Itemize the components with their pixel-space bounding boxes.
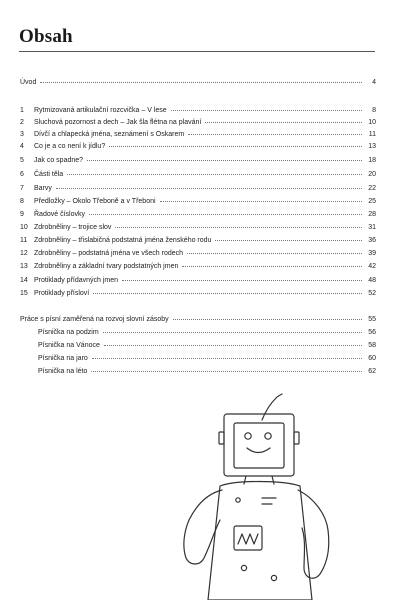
toc-entry-number: 10	[20, 224, 28, 231]
toc-entry-page: 39	[368, 250, 376, 257]
robot-arm-right	[298, 490, 329, 578]
toc-entry-page: 8	[372, 107, 376, 114]
toc-entry-number: 6	[20, 171, 24, 178]
toc-entry-page: 28	[368, 211, 376, 218]
toc-entry-page: 4	[372, 79, 376, 86]
toc-entry-title: Zdrobněliny – trojice slov	[34, 224, 112, 231]
toc-entry-page: 25	[368, 198, 376, 205]
toc-entry-title: Práce s písní zaměřená na rozvoj slovní zásoby	[20, 316, 169, 323]
toc-entry-page: 56	[368, 329, 376, 336]
toc-entry-number: 3	[20, 131, 24, 138]
toc-entry-page: 48	[368, 277, 376, 284]
toc-entry-page: 22	[368, 185, 376, 192]
toc-entry-title: Řadové číslovky	[34, 211, 85, 218]
toc-entry-title: Rytmizovaná artikulační rozcvička – V lese	[34, 107, 167, 114]
toc-entry-page: 20	[368, 171, 376, 178]
robot-eye-left	[245, 433, 251, 439]
toc-entry-title: Zdrobněliny – podstatná jména ve všech rodech	[34, 250, 184, 257]
toc-entry-title: Předložky – Okolo Třeboně a v Třeboni	[34, 198, 156, 205]
toc-entry-number: 1	[20, 107, 24, 114]
robot-body	[208, 482, 312, 600]
toc-entry-number: 14	[20, 277, 28, 284]
robot-arm-left	[184, 490, 222, 564]
toc-entry-title: Písnička na jaro	[38, 355, 88, 362]
toc-entry-title: Dívčí a chlapecká jména, seznámení s Oskarem	[34, 131, 185, 138]
toc-entry-page: 31	[368, 224, 376, 231]
robot-eye-right	[265, 433, 271, 439]
robot-screen	[234, 423, 284, 468]
toc-entry-number: 5	[20, 157, 24, 164]
toc-entry-page: 42	[368, 263, 376, 270]
toc-entry-title: Písnička na podzim	[38, 329, 99, 336]
toc-entry-title: Části těla	[34, 171, 64, 178]
toc-entry-page: 55	[368, 316, 376, 323]
toc-entry-title: Písnička na Vánoce	[38, 342, 100, 349]
toc-entry-page: 58	[368, 342, 376, 349]
toc-entry-page: 10	[368, 119, 376, 126]
toc-entry-page: 18	[368, 157, 376, 164]
toc-entry-title: Sluchová pozornost a dech – Jak šla flétna na plavání	[34, 119, 202, 126]
toc-entry-title: Jak co spadne?	[34, 157, 84, 164]
toc-entry-number: 9	[20, 211, 24, 218]
toc-entry-title: Úvod	[20, 79, 37, 86]
toc-entry-number: 8	[20, 198, 24, 205]
toc-entry-title: Co je a co není k jídlu?	[34, 143, 106, 150]
toc-entry-page: 62	[368, 368, 376, 375]
toc-entry-title: Barvy	[34, 185, 52, 192]
toc-entry-number: 15	[20, 290, 28, 297]
toc-entry-number: 7	[20, 185, 24, 192]
toc-entry-number: 4	[20, 143, 24, 150]
toc-entry-title: Písnička na léto	[38, 368, 88, 375]
toc-entry-title: Protiklady přísloví	[34, 290, 90, 297]
toc-entry-number: 2	[20, 119, 24, 126]
toc-entry-title: Zdrobněliny a základní tvary podstatných jmen	[34, 263, 179, 270]
toc-entry-number: 13	[20, 263, 28, 270]
toc-entry-title: Zdrobněliny – třislabičná podstatná jména ženského rodu	[34, 237, 212, 244]
toc-entry-title: Protiklady přídavných jmen	[34, 277, 119, 284]
toc-entry-page: 60	[368, 355, 376, 362]
toc-entry-page: 13	[368, 143, 376, 150]
robot-smile	[247, 448, 270, 453]
page-title: Obsah	[19, 26, 73, 47]
toc-entry-number: 11	[20, 237, 28, 244]
antenna	[262, 394, 282, 420]
toc-entry-page: 11	[368, 131, 376, 138]
toc-entry-number: 12	[20, 250, 28, 257]
toc-entry-page: 52	[368, 290, 376, 297]
toc-entry-page: 36	[368, 237, 376, 244]
